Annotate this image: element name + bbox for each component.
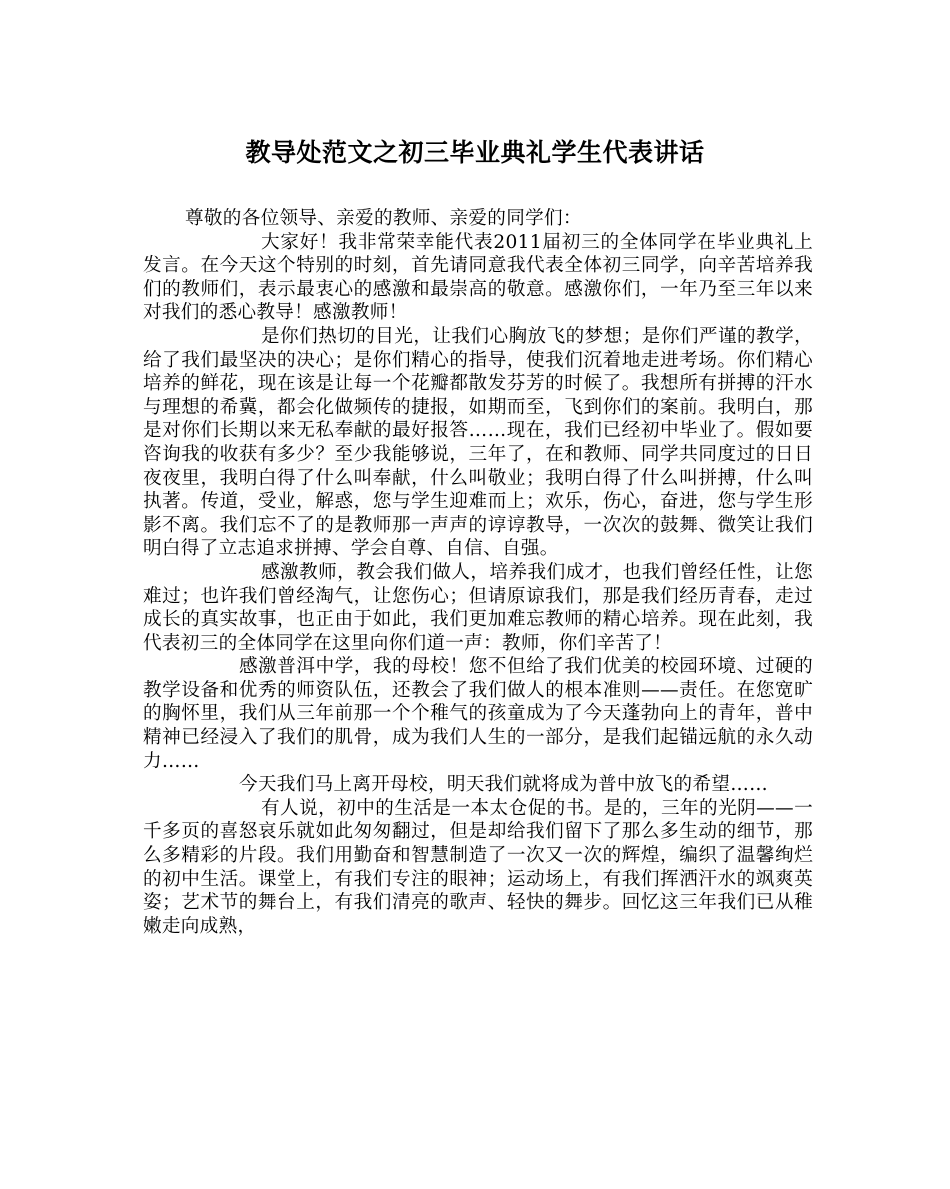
paragraph-leaving-school: 今天我们马上离开母校，明天我们就将成为普中放飞的希望…… — [239, 774, 769, 796]
salutation: 尊敬的各位领导、亲爱的教师、亲爱的同学们： — [185, 208, 582, 229]
paragraph-junior-high-life: 有人说，初中的生活是一本太仓促的书。是的，三年的光阴——一千多页的喜怒哀乐就如此匆匆翻过，但是却给我们留下了那么多生动的细节，那么多精彩的片段。我们用勤奋和智慧制造了一次又一次的辉煌，编织了温馨绚烂的初中生活。课堂上，有我们专注的眼神；运动场上，有我们挥洒汗水的飒爽英姿；艺术节的舞台上，有我们清亮的歌声、轻快的舞步。回忆这三年我们已从稚嫩走向成熟， — [143, 797, 813, 937]
paragraph-thanks-teachers: 感激教师，教会我们做人，培养我们成才，也我们曾经任性，让您难过；也许我们曾经淘气，让您伤心；但请原谅我们，那是我们经历青春，走过成长的真实故事，也正由于如此，我们更加难忘教师的精心培养。现在此刻，我代表初三的全体同学在这里向你们道一声：教师，你们辛苦了！ — [143, 561, 813, 654]
document-body — [143, 207, 813, 938]
document-title: 教导处范文之初三毕业典礼学生代表讲话 — [245, 138, 705, 167]
paragraph-greeting: 大家好！我非常荣幸能代表2011届初三的全体同学在毕业典礼上发言。在今天这个特别的时刻，首先请同意我代表全体初三同学，向辛苦培养我们的教师们，表示最衷心的感激和最崇高的敬意。感激你们，一年乃至三年以来对我们的悉心教导！感激教师！ — [143, 231, 813, 324]
paragraph-teachers-guidance: 是你们热切的目光，让我们心胸放飞的梦想；是你们严谨的教学，给了我们最坚决的决心；是你们精心的指导，使我们沉着地走进考场。你们精心培养的鲜花，现在该是让每一个花瓣都散发芬芳的时候了。我想所有拼搏的汗水与理想的希冀，都会化做频传的捷报，如期而至，飞到你们的案前。我明白，那是对你们长期以来无私奉献的最好报答……现在，我们已经初中毕业了。假如要咨询我的收获有多少？至少我能够说，三年了，在和教师、同学共同度过的日日夜夜里，我明白得了什么叫奉献，什么叫敬业；我明白得了什么叫拼搏，什么叫执著。传道，受业，解惑，您与学生迎难而上；欢乐，伤心，奋进，您与学生形影不离。我们忘不了的是教师那一声声的谆谆教导，一次次的鼓舞、微笑让我们明白得了立志追求拼搏、学会自尊、自信、自强。 — [143, 325, 813, 560]
paragraph-thanks-school: 感激普洱中学，我的母校！您不但给了我们优美的校园环境、过硬的教学设备和优秀的师资队伍，还教会了我们做人的根本准则——责任。在您宽旷的胸怀里，我们从三年前那一个个稚气的孩童成为了今天蓬勃向上的青年，普中精神已经浸入了我们的肌骨，成为我们人生的一部分，是我们起锚远航的永久动力…… — [143, 656, 813, 772]
